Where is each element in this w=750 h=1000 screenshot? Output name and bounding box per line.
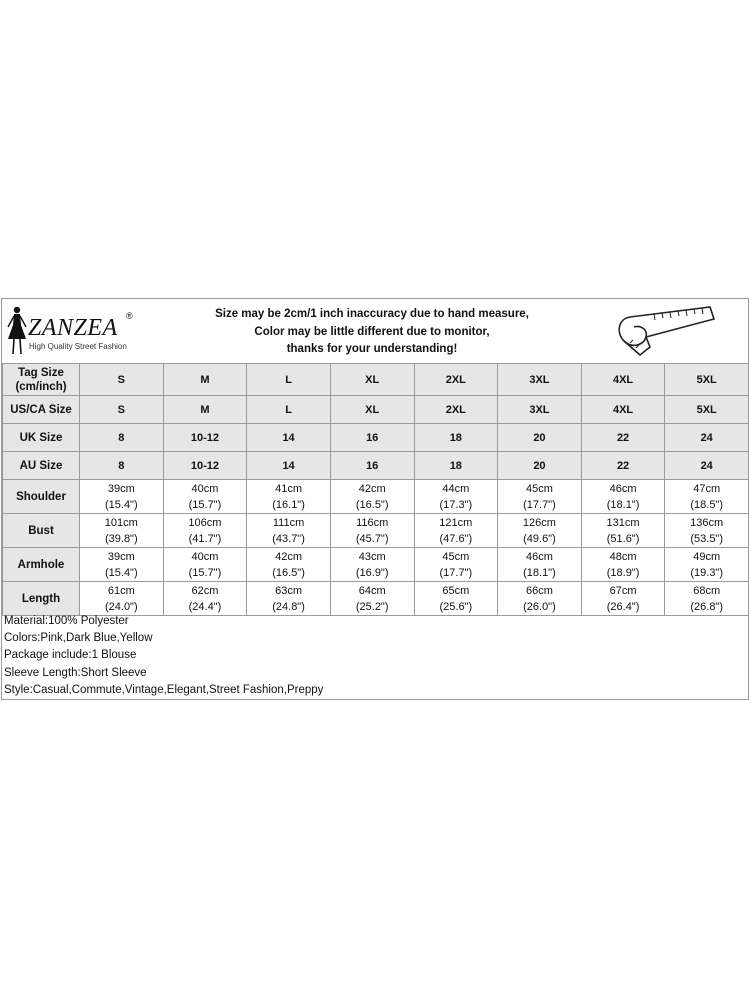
measurement-cm: 46cm: [609, 482, 637, 495]
measurement-cm: 45cm: [442, 550, 470, 563]
measurement-inch: (26.8"): [690, 600, 723, 613]
measurement-cm: 47cm: [693, 482, 721, 495]
measurement-cm: 40cm: [191, 482, 219, 495]
measurement-cm: 116cm: [356, 516, 389, 529]
measurement-cell: [80, 480, 164, 514]
measurement-notice: [172, 306, 572, 359]
measurement-inch: (15.7"): [188, 566, 222, 579]
measurement-cell: [163, 480, 247, 514]
measurement-inch: (17.7"): [439, 566, 473, 579]
measurement-cell: [80, 514, 164, 548]
spec-style: Style:Casual,Commute,Vintage,Elegant,Street Fashion,Preppy: [4, 683, 324, 696]
measurement-cm: 111cm: [272, 516, 305, 529]
row-label: AU Size: [3, 452, 80, 480]
size-cell: 3XL: [498, 396, 582, 424]
measurement-inch: (41.7"): [188, 532, 222, 545]
measurement-cell: [414, 548, 498, 582]
measurement-cm: 61cm: [107, 584, 135, 597]
measurement-inch: (17.3"): [439, 498, 473, 511]
measurement-inch: (26.4"): [606, 600, 640, 613]
measurement-cm: 42cm: [358, 482, 386, 495]
measurement-cm: 44cm: [442, 482, 470, 495]
size-cell: 8: [80, 452, 164, 480]
measurement-cell: [414, 480, 498, 514]
measurement-cm: 126cm: [522, 516, 556, 529]
measurement-cell: [665, 582, 749, 616]
measurement-inch: (49.6"): [523, 532, 556, 545]
size-cell: 5XL: [665, 396, 749, 424]
measurement-cell: [498, 514, 582, 548]
measurement-inch: (16.5"): [355, 498, 389, 511]
row-label: US/CA Size: [3, 396, 80, 424]
table-row: [3, 424, 749, 452]
size-cell: 14: [247, 424, 331, 452]
size-cell: 2XL: [414, 396, 498, 424]
measurement-inch: (16.9"): [355, 566, 389, 579]
measurement-inch: (18.5"): [690, 498, 723, 511]
brand-tagline: High Quality Street Fashion: [29, 342, 127, 351]
measurement-cell: [247, 582, 331, 616]
notice-line: thanks for your understanding!: [286, 343, 458, 355]
size-chart-header: [2, 299, 748, 364]
measurement-cm: 64cm: [358, 584, 386, 597]
woman-silhouette-icon: [6, 305, 28, 357]
measurement-cm: 45cm: [525, 482, 553, 495]
size-cell: M: [163, 396, 247, 424]
size-cell: 24: [665, 452, 749, 480]
measurement-inch: (39.8"): [104, 532, 138, 545]
size-cell: 22: [581, 424, 665, 452]
row-label: Shoulder: [3, 480, 80, 514]
measurement-inch: (19.3"): [690, 566, 723, 579]
measurement-inch: (16.5"): [272, 566, 305, 579]
measurement-inch: (53.5"): [690, 532, 723, 545]
table-row: [3, 582, 749, 616]
size-cell: 14: [247, 452, 331, 480]
size-chart-sheet: [1, 298, 749, 700]
measurement-inch: (18.1"): [523, 566, 556, 579]
measurement-cm: 39cm: [107, 550, 135, 563]
measurement-inch: (15.7"): [188, 498, 222, 511]
brand-logo: [6, 305, 156, 357]
measurement-cell: [80, 548, 164, 582]
measurement-inch: (45.7"): [355, 532, 389, 545]
measurement-cell: [498, 548, 582, 582]
size-cell: 4XL: [581, 364, 665, 396]
size-cell: XL: [330, 364, 414, 396]
measurement-inch: (26.0"): [523, 600, 556, 613]
measurement-cell: [330, 480, 414, 514]
registered-mark: ®: [126, 311, 133, 321]
measurement-cm: 49cm: [693, 550, 721, 563]
size-cell: S: [80, 396, 164, 424]
measurement-cm: 67cm: [609, 584, 637, 597]
measurement-cm: 136cm: [690, 516, 724, 529]
measurement-cell: [498, 480, 582, 514]
measurement-cm: 39cm: [107, 482, 135, 495]
measurement-cm: 40cm: [191, 550, 219, 563]
measurement-inch: (24.4"): [188, 600, 222, 613]
table-row: [3, 396, 749, 424]
table-row: [3, 514, 749, 548]
size-cell: 10-12: [163, 424, 247, 452]
size-cell: 8: [80, 424, 164, 452]
measurement-cell: [665, 548, 749, 582]
measurement-cell: [498, 582, 582, 616]
measurement-cell: [163, 548, 247, 582]
measurement-cm: 131cm: [606, 516, 640, 529]
spec-sleeve-length: Sleeve Length:Short Sleeve: [4, 666, 147, 679]
table-row: [3, 452, 749, 480]
row-label: Length: [3, 582, 80, 616]
measurement-cell: [414, 514, 498, 548]
size-cell: 18: [414, 452, 498, 480]
measurement-cell: [414, 582, 498, 616]
size-cell: 2XL: [414, 364, 498, 396]
measurement-inch: (16.1"): [272, 498, 305, 511]
measurement-cell: [163, 582, 247, 616]
measurement-cell: [247, 480, 331, 514]
spec-colors: Colors:Pink,Dark Blue,Yellow: [4, 632, 153, 645]
measurement-cell: [330, 514, 414, 548]
measurement-inch: (47.6"): [439, 532, 473, 545]
measurement-cell: [665, 514, 749, 548]
measurement-inch: (43.7"): [272, 532, 305, 545]
measurement-inch: (17.7"): [523, 498, 556, 511]
measurement-cm: 48cm: [609, 550, 637, 563]
size-cell: L: [247, 396, 331, 424]
measurement-inch: (24.0"): [104, 600, 138, 613]
table-row: [3, 548, 749, 582]
measurement-cell: [581, 548, 665, 582]
size-cell: 24: [665, 424, 749, 452]
measurement-inch: (25.6"): [439, 600, 473, 613]
measurement-cm: 63cm: [275, 584, 303, 597]
row-label: Tag Size (cm/inch): [3, 364, 80, 396]
notice-line: Size may be 2cm/1 inch inaccuracy due to hand measure,: [215, 308, 529, 320]
measurement-cm: 68cm: [693, 584, 721, 597]
size-cell: 10-12: [163, 452, 247, 480]
measurement-inch: (15.4"): [104, 498, 138, 511]
measurement-cell: [247, 548, 331, 582]
row-label: Armhole: [3, 548, 80, 582]
measurement-inch: (25.2"): [355, 600, 389, 613]
size-cell: 20: [498, 452, 582, 480]
product-specs: [2, 613, 750, 699]
size-table: [2, 363, 749, 616]
size-cell: 16: [330, 424, 414, 452]
size-cell: 3XL: [498, 364, 582, 396]
measurement-cm: 66cm: [525, 584, 553, 597]
measurement-cell: [330, 548, 414, 582]
size-cell: 18: [414, 424, 498, 452]
measurement-cm: 121cm: [439, 516, 473, 529]
measurement-cell: [581, 514, 665, 548]
size-cell: S: [80, 364, 164, 396]
size-cell: 22: [581, 452, 665, 480]
measurement-inch: (18.9"): [606, 566, 640, 579]
measurement-cell: [247, 514, 331, 548]
measurement-cm: 65cm: [442, 584, 470, 597]
size-cell: 5XL: [665, 364, 749, 396]
measurement-cell: [80, 582, 164, 616]
measurement-cm: 41cm: [275, 482, 303, 495]
size-cell: M: [163, 364, 247, 396]
measurement-cell: [163, 514, 247, 548]
size-cell: 16: [330, 452, 414, 480]
measurement-cm: 43cm: [358, 550, 386, 563]
notice-line: Color may be little different due to monitor,: [254, 325, 490, 338]
measuring-tape-icon: [610, 303, 722, 361]
measurement-cell: [581, 582, 665, 616]
measurement-inch: (51.6"): [606, 532, 640, 545]
row-label: Bust: [3, 514, 80, 548]
measurement-cell: [330, 582, 414, 616]
measurement-cm: 42cm: [275, 550, 303, 563]
size-cell: 4XL: [581, 396, 665, 424]
measurement-inch: (15.4"): [104, 566, 138, 579]
row-label: UK Size: [3, 424, 80, 452]
size-cell: L: [247, 364, 331, 396]
table-row: [3, 480, 749, 514]
measurement-cm: 101cm: [104, 516, 138, 529]
table-row: [3, 364, 749, 396]
measurement-cm: 62cm: [191, 584, 219, 597]
measurement-cell: [581, 480, 665, 514]
spec-material: Material:100% Polyester: [4, 615, 129, 627]
measurement-cm: 106cm: [188, 516, 222, 529]
measurement-cm: 46cm: [525, 550, 553, 563]
size-cell: 20: [498, 424, 582, 452]
brand-name: ZANZEA: [28, 315, 118, 341]
measurement-inch: (24.8"): [272, 600, 305, 613]
measurement-cell: [665, 480, 749, 514]
size-cell: XL: [330, 396, 414, 424]
measurement-inch: (18.1"): [606, 498, 640, 511]
spec-package: Package include:1 Blouse: [4, 649, 137, 662]
